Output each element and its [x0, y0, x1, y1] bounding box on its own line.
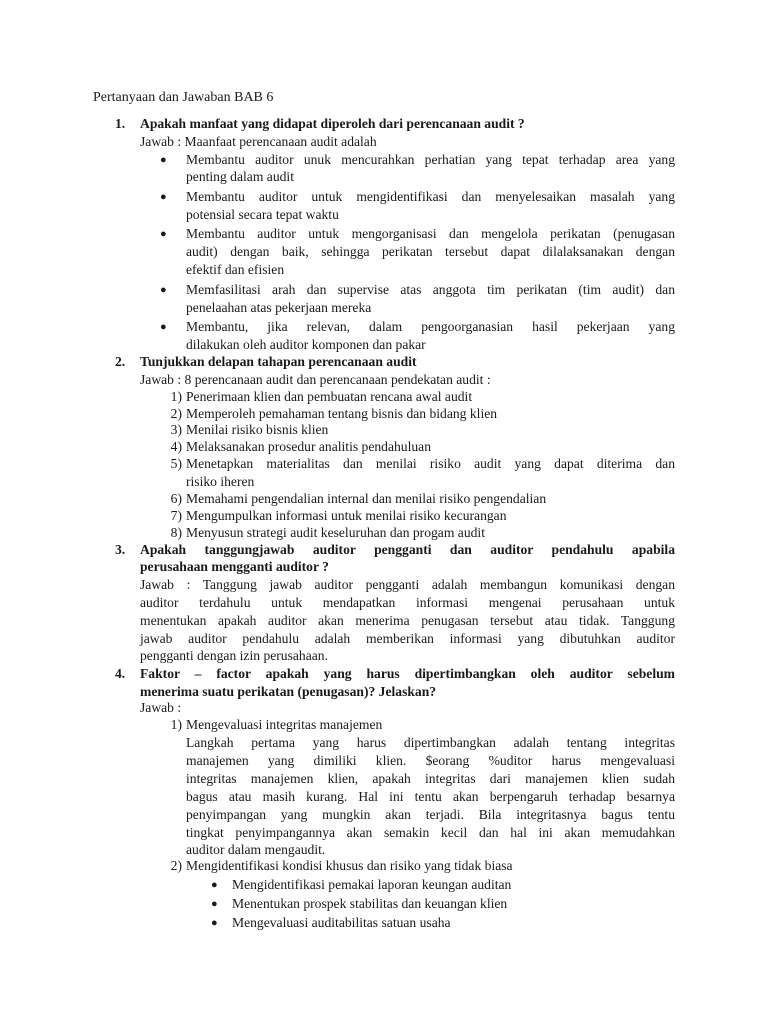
list-item: Penerimaan klien dan pembuatan rencana awal audit [186, 389, 473, 404]
answer-text: auditor terdahulu untuk mendapatkan informasi mengenai perusahaan untuk [140, 595, 675, 610]
question-text: Apakah tanggungjawab auditor pengganti dan auditor pendahulu apabila [140, 542, 675, 557]
question-number: 2. [115, 354, 126, 369]
paragraph-line: tingkat penyimpangannya akan semakin kecil dan hal ini akan memudahkan [186, 825, 675, 840]
list-number: 7) [170, 508, 182, 523]
question-number: 3. [115, 542, 126, 557]
question-text: Apakah manfaat yang didapat diperoleh dari perencanaan audit ? [140, 116, 525, 131]
bullet-text: Membantu auditor untuk mengorganisasi dan mengelola perikatan (penugasan [186, 226, 675, 241]
bullet-text: Mengevaluasi auditabilitas satuan usaha [232, 915, 451, 930]
bullet-icon: ● [160, 228, 167, 240]
paragraph-line: auditor dalam mengaudit. [186, 842, 326, 857]
bullet-text: Memfasilitasi arah dan supervise atas anggota tim perikatan (tim audit) dan [186, 282, 675, 297]
bullet-text: Membantu auditor untuk mengidentifikasi dan menyelesaikan masalah yang [186, 189, 675, 204]
bullet-icon: ● [160, 154, 167, 166]
bullet-text: penelaahan atas pekerjaan mereka [186, 300, 372, 315]
paragraph-line: Langkah pertama yang harus dipertimbangkan adalah tentang integritas [186, 735, 675, 750]
paragraph-line: bagus atau masih kurang. Hal ini tentu akan berpengaruh terhadap besarnya [186, 789, 675, 804]
list-number: 2) [170, 406, 182, 421]
bullet-icon: ● [211, 917, 218, 929]
bullet-text: Menentukan prospek stabilitas dan keuangan klien [232, 896, 508, 911]
list-item: Menetapkan materialitas dan menilai risiko audit yang dapat diterima dan [186, 456, 675, 471]
list-item: risiko iheren [186, 474, 255, 489]
answer-text: Jawab : Tanggung jawab auditor pengganti adalah membangun komunikasi dengan [140, 577, 675, 592]
bullet-text: penting dalam audit [186, 169, 294, 184]
list-item: Menyusun strategi audit keseluruhan dan progam audit [186, 525, 485, 540]
answer-intro: Jawab : Maanfaat perencanaan audit adalah [140, 134, 377, 149]
paragraph-line: penyimpangan yang mungkin akan terjadi. Bila integritasnya bagus tentu [186, 807, 675, 822]
question-text: Faktor – factor apakah yang harus dipertimbangkan oleh auditor sebelum [140, 666, 675, 681]
question-text: perusahaan mengganti auditor ? [140, 559, 329, 574]
list-number: 8) [170, 525, 182, 540]
list-number: 6) [170, 491, 182, 506]
bullet-icon: ● [160, 284, 167, 296]
list-number: 5) [170, 456, 182, 471]
list-number: 2) [170, 858, 182, 873]
list-number: 1) [170, 717, 182, 732]
page-title: Pertanyaan dan Jawaban BAB 6 [93, 90, 274, 105]
bullet-text: potensial secara tepat waktu [186, 207, 339, 222]
answer-text: jawab auditor pendahulu adalah memberikan informasi yang dibutuhkan auditor [140, 631, 675, 646]
answer-text: menentukan apakah auditor akan menerima penugasan tersebut atau tidak. Tanggung [140, 613, 675, 628]
question-number: 4. [115, 666, 126, 681]
list-item: Memahami pengendalian internal dan menilai risiko pengendalian [186, 491, 547, 506]
bullet-icon: ● [211, 898, 218, 910]
answer-intro: Jawab : [140, 700, 182, 715]
bullet-text: dilakukan oleh auditor komponen dan pakar [186, 337, 426, 352]
list-number: 4) [170, 439, 182, 454]
bullet-text: Membantu, jika relevan, dalam pengoorganasian hasil pekerjaan yang [186, 319, 675, 334]
bullet-text: efektif dan efisien [186, 262, 285, 277]
list-number: 3) [170, 422, 182, 437]
bullet-icon: ● [160, 321, 167, 333]
list-item: Mengumpulkan informasi untuk menilai risiko kecurangan [186, 508, 507, 523]
bullet-icon: ● [211, 879, 218, 891]
list-item-heading: Mengevaluasi integritas manajemen [186, 717, 383, 732]
question-text: menerima suatu perikatan (penugasan)? Jelaskan? [140, 684, 437, 699]
bullet-icon: ● [160, 191, 167, 203]
bullet-text: audit) dengan baik, sehingga perikatan tersebut dapat dilalaksanakan dengan [186, 244, 675, 259]
answer-intro: Jawab : 8 perencanaan audit dan perencanaan pendekatan audit : [140, 372, 491, 387]
list-number: 1) [170, 389, 182, 404]
answer-text: pengganti dengan izin perusahaan. [140, 648, 328, 663]
list-item: Melaksanakan prosedur analitis pendahuluan [186, 439, 431, 454]
bullet-text: Membantu auditor unuk mencurahkan perhatian yang tepat terhadap area yang [186, 152, 675, 167]
paragraph-line: manajemen yang dimiliki klien. $eorang %uditor harus mengevaluasi [186, 753, 675, 768]
list-item-heading: Mengidentifikasi kondisi khusus dan risiko yang tidak biasa [186, 858, 513, 873]
question-number: 1. [115, 116, 126, 131]
list-item: Memperoleh pemahaman tentang bisnis dan bidang klien [186, 406, 498, 421]
question-text: Tunjukkan delapan tahapan perencanaan audit [140, 354, 417, 369]
list-item: Menilai risiko bisnis klien [186, 422, 329, 437]
bullet-text: Mengidentifikasi pemakai laporan keungan auditan [232, 877, 512, 892]
paragraph-line: integritas manajemen klien, apakah integritas dari manajemen klien sudah [186, 771, 675, 786]
